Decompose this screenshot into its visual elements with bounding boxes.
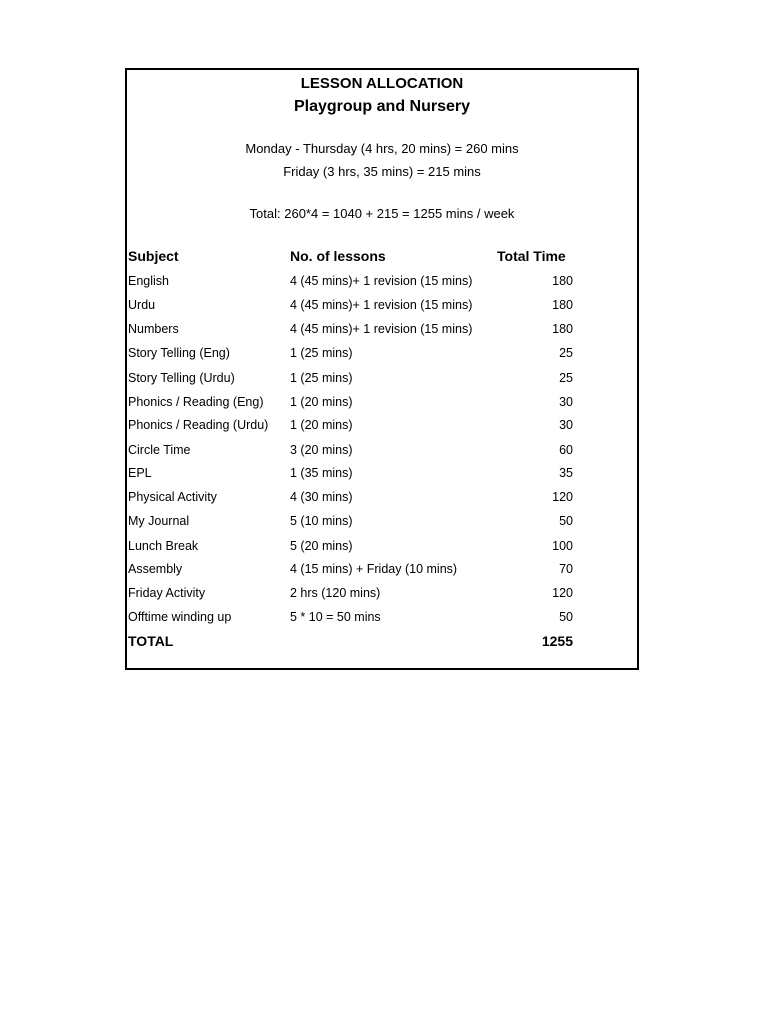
time-cell: 30 <box>559 395 573 409</box>
lessons-cell: 1 (20 mins) <box>290 395 353 409</box>
table-row <box>127 298 637 316</box>
time-cell: 180 <box>552 322 573 336</box>
table-row <box>127 346 637 364</box>
subject-cell: English <box>128 274 169 288</box>
subject-cell: Story Telling (Eng) <box>128 346 230 360</box>
subject-cell: Friday Activity <box>128 586 206 600</box>
lessons-cell: 4 (45 mins)+ 1 revision (15 mins) <box>290 298 473 312</box>
subject-cell: Circle Time <box>128 443 191 457</box>
lessons-cell: 5 (20 mins) <box>290 539 353 553</box>
total-label: TOTAL <box>128 633 174 649</box>
page-subtitle: Playgroup and Nursery <box>293 98 471 115</box>
table-row <box>127 562 637 580</box>
time-cell: 120 <box>552 586 573 600</box>
table-row <box>127 514 637 532</box>
lessons-cell: 5 (10 mins) <box>290 514 353 528</box>
subject-cell: EPL <box>128 466 152 480</box>
time-cell: 180 <box>552 298 573 312</box>
column-header-total-time: Total Time <box>497 248 566 264</box>
lessons-cell: 4 (45 mins)+ 1 revision (15 mins) <box>290 274 473 288</box>
page-title: LESSON ALLOCATION <box>300 75 464 92</box>
table-row <box>127 586 637 604</box>
table-row <box>127 539 637 557</box>
subject-cell: Numbers <box>128 322 179 336</box>
lessons-cell: 4 (15 mins) + Friday (10 mins) <box>290 562 458 576</box>
table-row <box>127 490 637 508</box>
lessons-cell: 3 (20 mins) <box>290 443 353 457</box>
lessons-cell: 1 (20 mins) <box>290 418 353 432</box>
subject-cell: My Journal <box>128 514 190 528</box>
column-header-lessons: No. of lessons <box>290 248 386 264</box>
subject-cell: Offtime winding up <box>128 610 232 624</box>
time-cell: 120 <box>552 490 573 504</box>
lessons-cell: 1 (25 mins) <box>290 371 353 385</box>
subject-cell: Lunch Break <box>128 539 199 553</box>
time-cell: 70 <box>559 562 573 576</box>
table-row <box>127 466 637 484</box>
lessons-cell: 4 (30 mins) <box>290 490 353 504</box>
time-cell: 30 <box>559 418 573 432</box>
subject-cell: Physical Activity <box>128 490 217 504</box>
lessons-cell: 2 hrs (120 mins) <box>290 586 381 600</box>
total-value: 1255 <box>541 633 573 649</box>
subject-cell: Assembly <box>128 562 183 576</box>
table-row <box>127 395 637 413</box>
schedule-mon-thu: Monday - Thursday (4 hrs, 20 mins) = 260 mins <box>245 141 519 156</box>
time-cell: 25 <box>559 346 573 360</box>
subject-cell: Phonics / Reading (Urdu) <box>128 418 269 432</box>
schedule-weekly-total: Total: 260*4 = 1040 + 215 = 1255 mins / week <box>249 206 515 221</box>
lessons-cell: 5 * 10 = 50 mins <box>290 610 381 624</box>
lessons-cell: 4 (45 mins)+ 1 revision (15 mins) <box>290 322 473 336</box>
schedule-friday: Friday (3 hrs, 35 mins) = 215 mins <box>283 164 481 179</box>
time-cell: 60 <box>559 443 573 457</box>
lessons-cell: 1 (35 mins) <box>290 466 353 480</box>
time-cell: 35 <box>559 466 573 480</box>
time-cell: 25 <box>559 371 573 385</box>
table-row <box>127 443 637 461</box>
table-row <box>127 610 637 628</box>
table-row <box>127 371 637 389</box>
lesson-allocation-sheet <box>125 68 639 670</box>
subject-cell: Story Telling (Urdu) <box>128 371 235 385</box>
table-row <box>127 274 637 292</box>
time-cell: 180 <box>552 274 573 288</box>
time-cell: 50 <box>559 610 573 624</box>
subject-cell: Phonics / Reading (Eng) <box>128 395 264 409</box>
subject-cell: Urdu <box>128 298 156 312</box>
column-header-subject: Subject <box>128 248 179 264</box>
lessons-cell: 1 (25 mins) <box>290 346 353 360</box>
table-row <box>127 322 637 340</box>
time-cell: 100 <box>552 539 573 553</box>
table-row <box>127 418 637 436</box>
time-cell: 50 <box>559 514 573 528</box>
